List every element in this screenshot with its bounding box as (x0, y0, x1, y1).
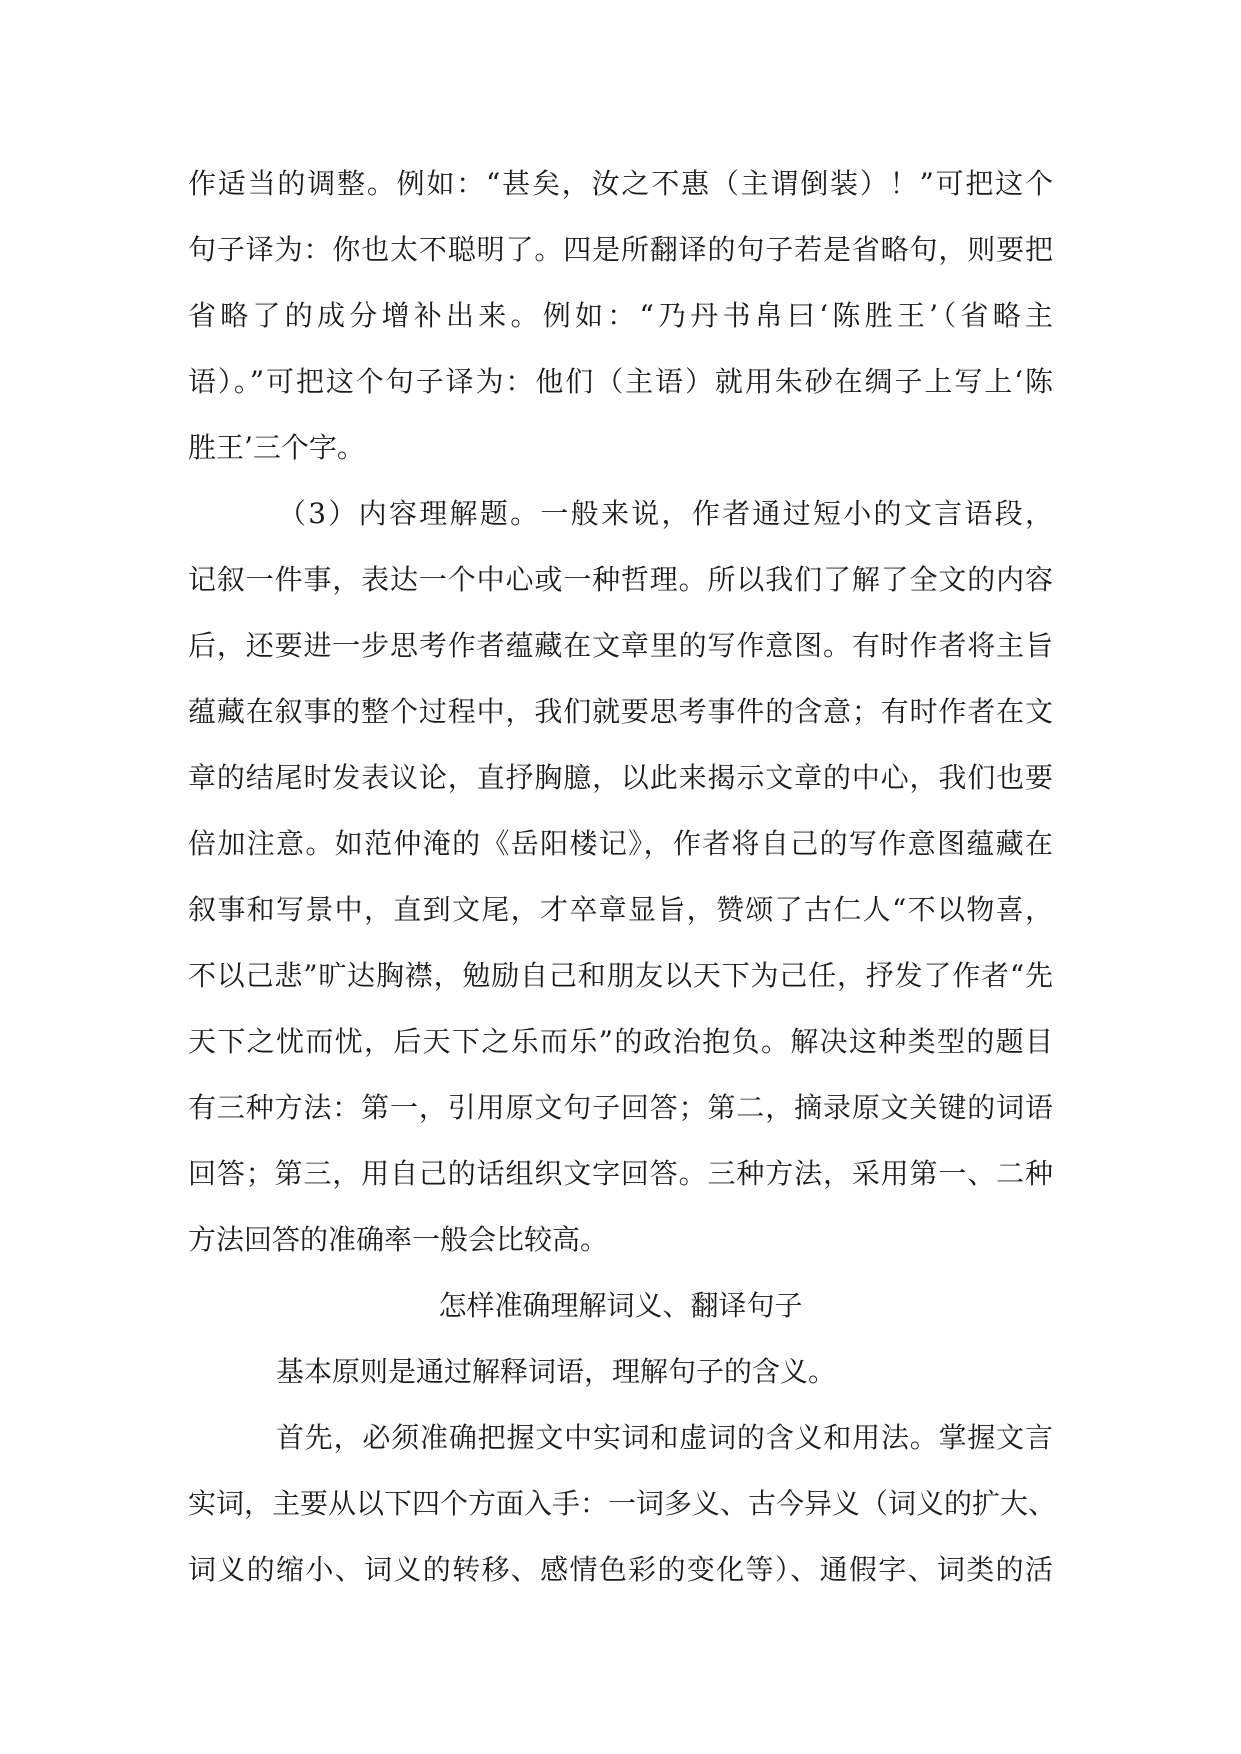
text-line-14: 天下之忧而忧，后天下之乐而乐”的政治抱负。解决这种类型的题目 (188, 1025, 1053, 1058)
section-3-heading-line: （3）内容理解题。一般来说，作者通过短小的文言语段， (278, 497, 1053, 530)
text-line-11: 倍加注意。如范仲淹的《岳阳楼记》，作者将自己的写作意图蕴藏在 (188, 827, 1053, 860)
text-line-13: 不以己悲”旷达胸襟，勉励自己和朋友以天下为己任，抒发了作者“先 (188, 959, 1053, 992)
text-line-2: 句子译为：你也太不聪明了。四是所翻译的句子若是省略句，则要把 (188, 233, 1053, 266)
text-line-9: 蕴藏在叙事的整个过程中，我们就要思考事件的含意；有时作者在文 (188, 695, 1053, 728)
text-line-8: 后，还要进一步思考作者蕴藏在文章里的写作意图。有时作者将主旨 (188, 629, 1053, 662)
text-line-12: 叙事和写景中，直到文尾，才卒章显旨，赞颂了古仁人“不以物喜， (188, 893, 1053, 926)
principle-line: 基本原则是通过解释词语，理解句子的含义。 (276, 1355, 837, 1388)
text-line-5: 胜王’三个字。 (188, 431, 365, 464)
text-line-17: 方法回答的准确率一般会比较高。 (188, 1223, 609, 1256)
text-line-10: 章的结尾时发表议论，直抒胸臆，以此来揭示文章的中心，我们也要 (188, 761, 1053, 794)
section-title: 怎样准确理解词义、翻译句子 (438, 1289, 803, 1322)
text-line-7: 记叙一件事，表达一个中心或一种哲理。所以我们了解了全文的内容 (188, 563, 1053, 596)
text-line-15: 有三种方法：第一，引用原文句子回答；第二，摘录原文关键的词语 (188, 1091, 1053, 1124)
text-line-21: 实词，主要从以下四个方面入手：一词多义、古今异义（词义的扩大、 (188, 1487, 1057, 1520)
text-line-16: 回答；第三，用自己的话组织文字回答。三种方法，采用第一、二种 (188, 1157, 1053, 1190)
text-line-3: 省略了的成分增补出来。例如：“乃丹书帛曰‘陈胜王’（省略主 (188, 299, 1053, 332)
text-line-20: 首先，必须准确把握文中实词和虚词的含义和用法。掌握文言 (276, 1421, 1053, 1454)
text-line-4: 语）。”可把这个句子译为：他们（主语）就用朱砂在绸子上写上‘陈 (188, 365, 1053, 398)
text-line-22: 词义的缩小、词义的转移、感情色彩的变化等）、通假字、词类的活 (188, 1553, 1053, 1586)
text-line-1: 作适当的调整。例如：“甚矣，汝之不惠（主谓倒装）！”可把这个 (188, 167, 1053, 200)
